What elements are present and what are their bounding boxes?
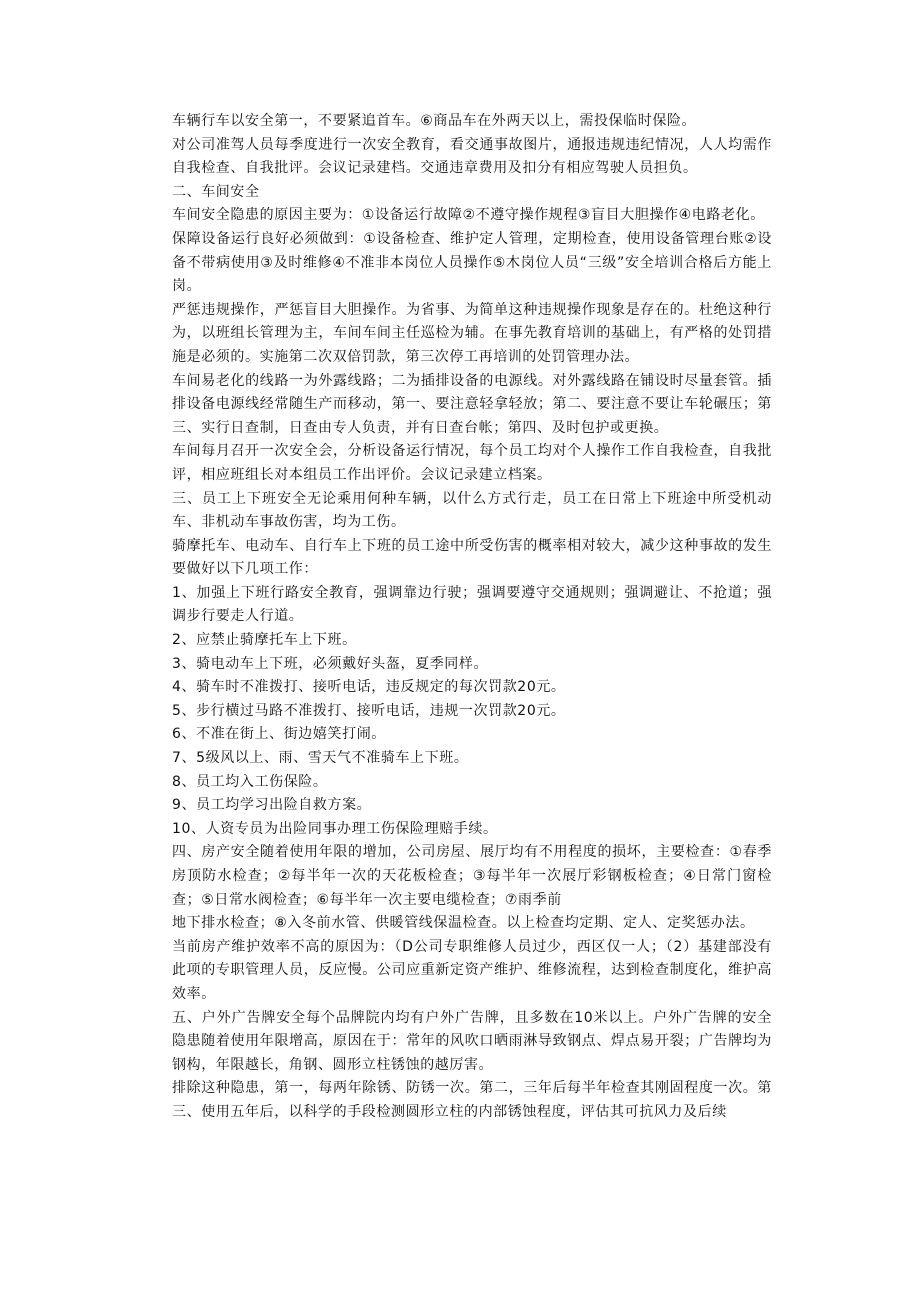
paragraph-23: 当前房产维护效率不高的原因为：（D公司专职维修人员过少，西区仅一人；（2）基建部没有此项的专职管理人员，反应慢。公司应重新定资产维护、维修流程，达到检查制度化，维护高效率。 (172, 938, 772, 1002)
section-heading-commute: 三、员工上下班安全无论乘用何种车辆，以什么方式行走，员工在日常上下班途中所受机动车、非机动车事故伤害，均为工伤。 (172, 490, 772, 531)
list-item-10: 10、人资专员为出险同事办理工伤保险理赔手续。 (172, 820, 498, 837)
list-item-4: 4、骑车时不准拨打、接听电话，违反规定的每次罚款20元。 (172, 679, 566, 696)
document-body (172, 110, 772, 1125)
paragraph-2: 对公司准驾人员每季度进行一次安全教育，看交通事故图片，通报违规违纪情况，人人均需作自我检查、自我批评。会议记录建档。交通违章费用及扣分有相应驾驶人员担负。 (172, 136, 772, 177)
paragraph-10: 骑摩托车、电动车、自行车上下班的员工途中所受伤害的概率相对较大，减少这种事故的发生要做好以下几项工作： (172, 537, 772, 578)
paragraph-1: 车辆行车以安全第一，不要紧追首车。⑥商品车在外两天以上，需投保临时保险。 (172, 113, 697, 129)
list-item-1: 1、加强上下班行路安全教育，强调靠边行驶；强调要遵守交通规则；强调避让、不抢道；强调步行要走人行道。 (172, 584, 772, 625)
paragraph-4: 车间安全隐患的原因主要为：①设备运行故障②不遵守操作规程③盲目大胆操作④电路老化。 (172, 207, 765, 224)
paragraph-8: 车间每月召开一次安全会，分析设备运行情况，每个员工均对个人操作工作自我检查，自我批评，相应班组长对本组员工作出评价。会议记录建立档案。 (172, 443, 772, 483)
section-heading-property: 四、房产安全随着使用年限的增加，公司房屋、展厅均有不用程度的损坏，主要检查：①春季房顶防水检查；②每半年一次的天花板检查；③每半年一次展厅彩钢板检查；④日常门窗检查；⑤日常水阀检查；⑥每半年一次主要电缆检查；⑦雨季前 (172, 844, 772, 908)
section-heading-billboard: 五、户外广告牌安全每个品牌院内均有户外广告牌，且多数在10米以上。户外广告牌的安全隐患随着使用年限增高，原因在于：常年的风吹口晒雨淋导致钢点、焊点易开裂；广告牌均为钢构，年限越长，角钢、圆形立柱锈蚀的越厉害。 (172, 1009, 772, 1073)
paragraph-7: 车间易老化的线路一为外露线路；二为插排设备的电源线。对外露线路在铺设时尽量套管。插排设备电源线经常随生产而移动，第一、要注意轻拿轻放；第二、要注意不要让车轮碾压；第三、实行日查制，日查由专人负责，并有日查台帐；第四、及时包护或更换。 (172, 372, 772, 436)
list-item-5: 5、步行横过马路不准拨打、接听电话，违规一次罚款20元。 (172, 702, 566, 719)
section-heading-workshop: 二、车间安全 (172, 183, 260, 200)
list-item-9: 9、员工均学习出险自救方案。 (172, 797, 372, 814)
list-item-3: 3、骑电动车上下班，必须戴好头盔，夏季同样。 (172, 655, 489, 672)
paragraph-22: 地下排水检查；⑧入冬前水管、供暖管线保温检查。以上检查均定期、定人、定奖惩办法。 (172, 915, 755, 932)
list-item-7: 7、5级风以上、雨、雪天气不准骑车上下班。 (172, 750, 469, 767)
list-item-8: 8、员工均入工伤保险。 (172, 773, 328, 790)
paragraph-5: 保障设备运行良好必须做到：①设备检查、维护定人管理，定期检查，使用设备管理台账②设备不带病使用③及时维修④不准非本岗位人员操作⑤木岗位人员“三级”安全培训合格后方能上岗。 (172, 230, 772, 295)
paragraph-6: 严惩违规操作，严惩盲目大胆操作。为省事、为简单这种违规操作现象是存在的。杜绝这种行为，以班组长管理为主，车间车间主任巡检为辅。在事先教育培训的基础上，有严格的处罚措施是必须的。实施第二次双倍罚款，第三次停工再培训的处罚管理办法。 (172, 301, 772, 365)
list-item-2: 2、应禁止骑摩托车上下班。 (172, 632, 357, 649)
list-item-6: 6、不准在街上、街边嬉笑打闹。 (172, 726, 386, 743)
paragraph-25: 排除这种隐患，第一，每两年除锈、防锈一次。第二，三年后每半年检查其刚固程度一次。第三、使用五年后，以科学的手段检测圆形立柱的内部锈蚀程度，评估其可抗风力及后续 (172, 1080, 772, 1120)
